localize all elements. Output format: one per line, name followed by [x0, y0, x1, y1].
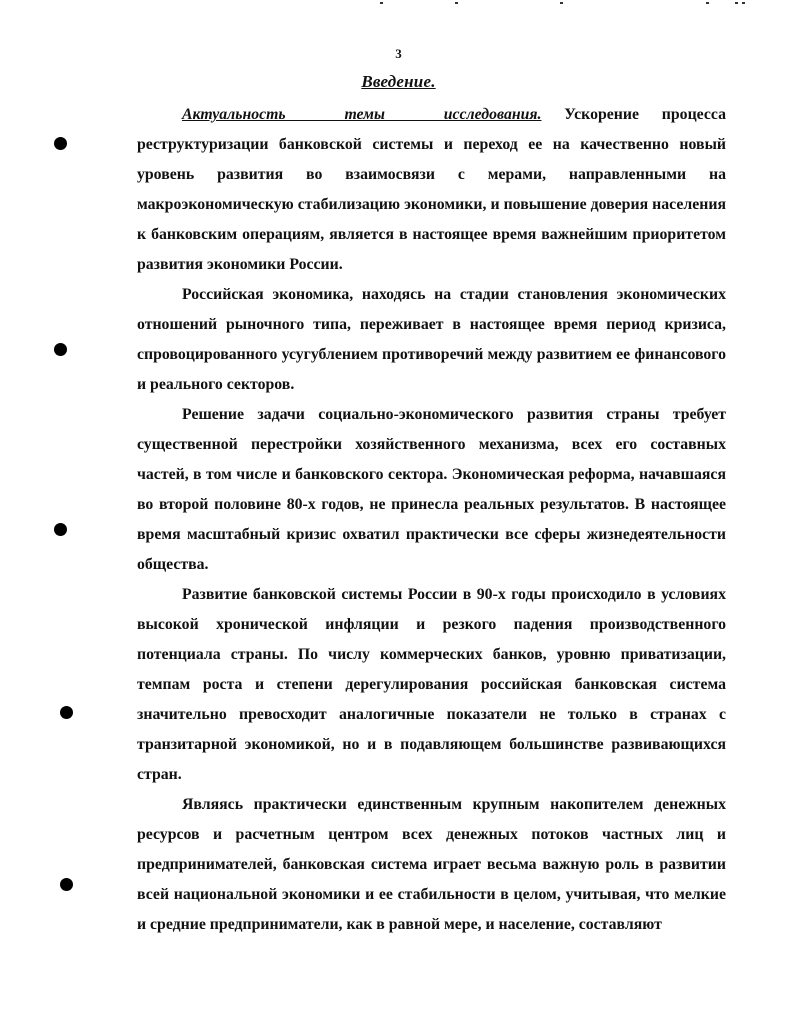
paragraph: Решение задачи социально-экономического развития страны требует существенной перестройки хозяйственного механизма, всех его составных частей, в том числе и банковского сектора. Экономическая реформа, начавшаяся во второй половине 80-х годов, не принесла реальных результатов. В настоящее время масштабный кризис охватил практически все сферы жизнедеятельности общества. [137, 406, 726, 573]
paragraph: Российская экономика, находясь на стадии становления экономических отношений рыночного типа, переживает в настоящее время период кризиса, спровоцированного усугублением противоречий между развитием ее финансового и реального секторов. [137, 286, 726, 393]
paragraph-text: Ускорение процесса реструктуризации банковской системы и переход ее на качественно новый уровень развития во взаимосвязи с мерами, направленными на макроэкономическую стабилизацию экономики, и повышение доверия населения к банковским операциям, является в настоящее время важнейшим приоритетом развития экономики России. [137, 106, 726, 273]
section-heading: Введение. [361, 72, 436, 91]
relevance-subtitle: Актуальность темы исследования. [182, 106, 542, 123]
scan-mark [742, 2, 745, 4]
scan-mark [380, 2, 383, 4]
scan-top-marks [0, 0, 797, 10]
binder-hole-mark [54, 523, 67, 536]
scan-mark [455, 2, 458, 4]
scan-mark [706, 2, 709, 4]
scan-mark [735, 2, 738, 4]
paragraph: Являясь практически единственным крупным накопителем денежных ресурсов и расчетным центром всех денежных потоков частных лиц и предпринимателей, банковская система играет весьма важную роль в развитии всей национальной экономики и ее стабильности в целом, учитывая, что мелкие и средние предприниматели, как в равной мере, и население, составляют [137, 796, 726, 933]
binder-hole-mark [54, 137, 67, 150]
binder-hole-mark [60, 878, 73, 891]
binder-hole-mark [60, 706, 73, 719]
page-number: 3 [395, 46, 402, 61]
paragraph: Развитие банковской системы России в 90-х годы происходило в условиях высокой хронической инфляции и резкого падения производственного потенциала страны. По числу коммерческих банков, уровню приватизации, темпам роста и степени дерегулирования российская банковская система значительно превосходит аналогичные показатели не только в странах с транзитарной экономикой, но и в подавляющем большинстве развивающихся стран. [137, 586, 726, 783]
binder-hole-mark [54, 343, 67, 356]
paragraph-relevance [137, 100, 726, 280]
body-text [137, 100, 726, 940]
scan-mark [560, 2, 563, 4]
